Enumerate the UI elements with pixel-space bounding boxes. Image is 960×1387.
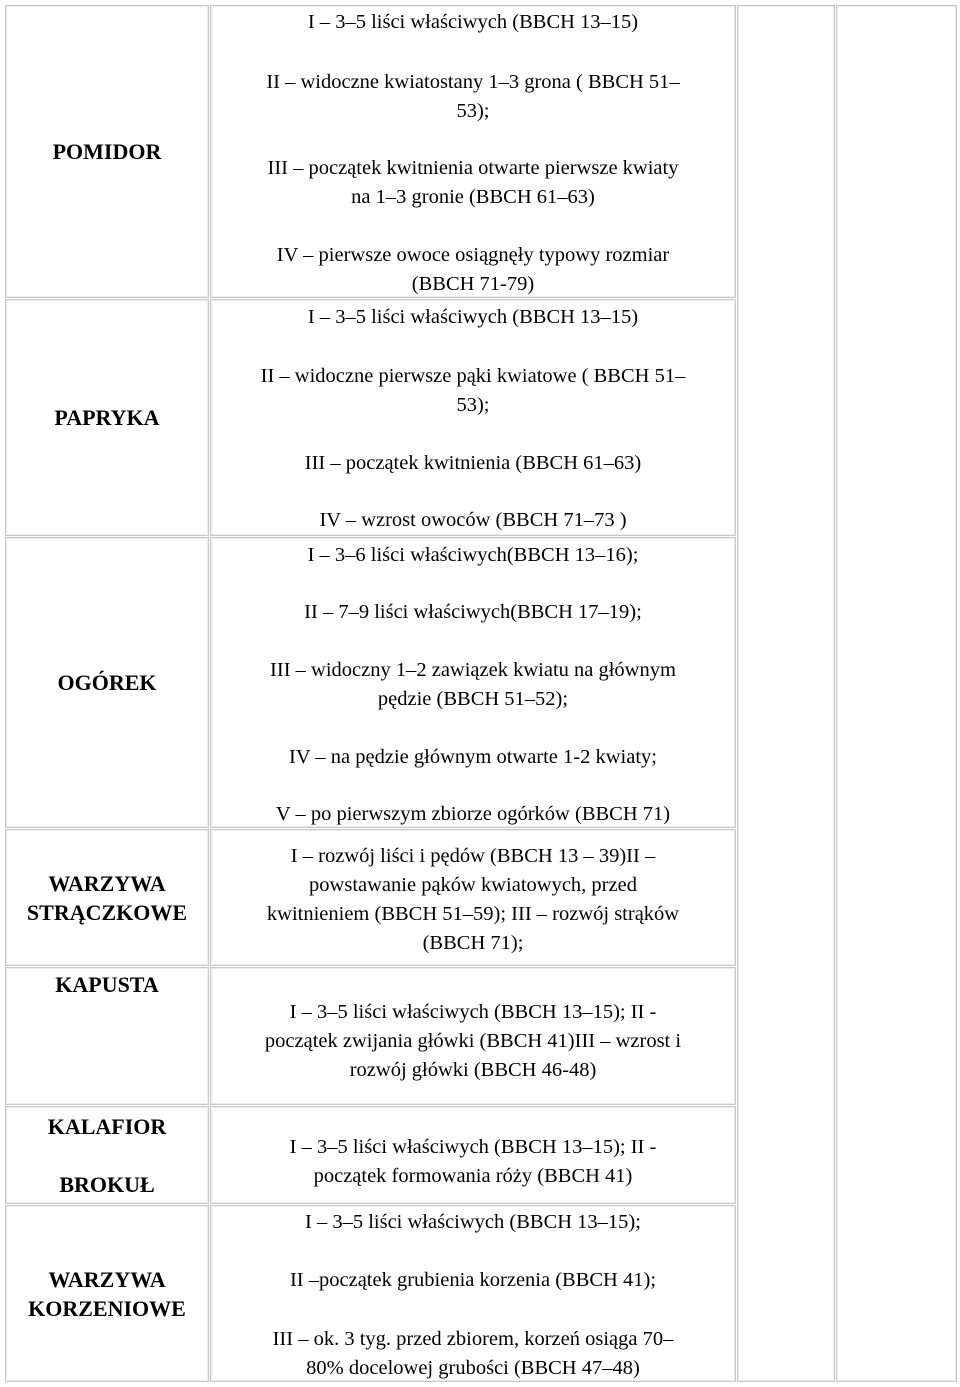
stage-line: II – 7–9 liści właściwych(BBCH 17–19); (304, 601, 642, 623)
stage-line: I – 3–5 liści właściwych (BBCH 13–15); (305, 1211, 641, 1233)
crop-name: STRĄCZKOWE (26, 899, 188, 925)
crop-cell-kalafior-brokul (5, 1106, 209, 1204)
stage-line: I – 3–6 liści właściwych(BBCH 13–16); (307, 544, 639, 566)
crop-name: PAPRYKA (54, 405, 160, 430)
stage-line: I – 3–5 liści właściwych (BBCH 13–15); II - (289, 1136, 657, 1158)
crop-cell-ogorek (5, 537, 209, 828)
crop-name: WARZYWA (48, 870, 166, 896)
stage-line: początek zwijania główki (BBCH 41)III – wzrost i (264, 1030, 682, 1052)
stage-line: 80% docelowej grubości (BBCH 47–48) (306, 1357, 640, 1379)
stage-line: 53); (456, 394, 490, 416)
crop-name: KORZENIOWE (28, 1295, 186, 1321)
stage-line: (BBCH 71); (422, 932, 524, 954)
empty-column-2 (836, 5, 957, 1382)
stages-cell-warzywa-korzeniowe (210, 1205, 736, 1382)
crop-cell-pomidor (5, 5, 209, 298)
crop-name: KAPUSTA (55, 972, 159, 997)
stages-cell-pomidor (210, 5, 736, 298)
stage-line: III – ok. 3 tyg. przed zbiorem, korzeń osiąga 70– (272, 1328, 674, 1350)
stages-cell-ogorek (210, 537, 736, 828)
stage-line: III – widoczny 1–2 zawiązek kwiatu na głównym (270, 659, 676, 681)
stage-line: I – rozwój liści i pędów (BBCH 13 – 39)II – (290, 845, 656, 867)
crop-cell-kapusta (5, 967, 209, 1105)
stage-line: początek formowania róży (BBCH 41) (313, 1165, 633, 1187)
stage-line: 53); (456, 100, 490, 122)
stage-line: II – widoczne pierwsze pąki kwiatowe ( BBCH 51– (260, 365, 686, 387)
stage-line: IV – pierwsze owoce osiągnęły typowy rozmiar (276, 244, 670, 266)
crop-name: WARZYWA (48, 1266, 166, 1292)
stages-cell-warzywa-straczkowe (210, 829, 736, 966)
stage-line: I – 3–5 liści właściwych (BBCH 13–15) (307, 11, 639, 33)
stage-line: II –początek grubienia korzenia (BBCH 41); (289, 1269, 657, 1291)
stage-line: IV – na pędzie głównym otwarte 1-2 kwiaty; (289, 746, 657, 768)
stage-line: rozwój główki (BBCH 46-48) (349, 1059, 597, 1081)
stage-line: V – po pierwszym zbiorze ogórków (BBCH 71) (275, 803, 671, 825)
crop-cell-warzywa-straczkowe (5, 829, 209, 966)
stage-line: pędzie (BBCH 51–52); (377, 688, 569, 710)
stage-line: (BBCH 71-79) (411, 273, 535, 295)
stage-line: III – początek kwitnienia otwarte pierwsze kwiaty (267, 157, 679, 179)
stage-line: kwitnieniem (BBCH 51–59); III – rozwój strąków (266, 903, 680, 925)
crop-name: POMIDOR (52, 139, 162, 164)
stages-cell-kalafior-brokul (210, 1106, 736, 1204)
stage-line: na 1–3 gronie (BBCH 61–63) (351, 186, 595, 208)
stage-line: I – 3–5 liści właściwych (BBCH 13–15) (307, 306, 639, 328)
stage-line: III – początek kwitnienia (BBCH 61–63) (304, 452, 642, 474)
stage-line: powstawanie pąków kwiatowych, przed (309, 874, 637, 896)
crop-name: BROKUŁ (59, 1171, 155, 1197)
stage-line: II – widoczne kwiatostany 1–3 grona ( BBCH 51– (266, 71, 680, 93)
empty-column-1 (737, 5, 835, 1382)
crop-name: OGÓREK (57, 670, 157, 695)
crop-cell-papryka (5, 299, 209, 536)
stages-cell-papryka (210, 299, 736, 536)
crop-cell-warzywa-korzeniowe (5, 1205, 209, 1382)
stage-line: I – 3–5 liści właściwych (BBCH 13–15); II - (289, 1001, 657, 1023)
crop-name: KALAFIOR (47, 1113, 167, 1139)
stage-line: IV – wzrost owoców (BBCH 71–73 ) (319, 509, 627, 531)
stages-cell-kapusta (210, 967, 736, 1105)
